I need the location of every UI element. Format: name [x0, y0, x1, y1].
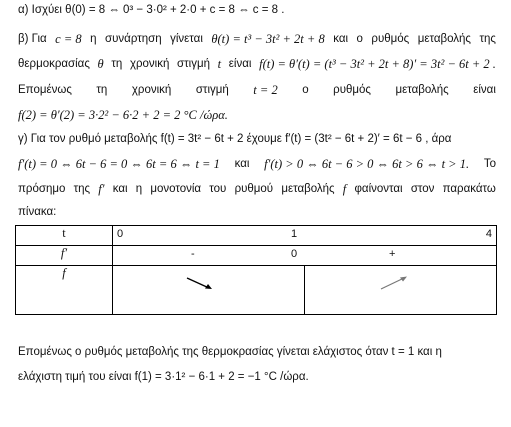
word: του [209, 183, 227, 195]
word: της [73, 183, 91, 195]
line-b1 [18, 31, 496, 47]
word: και [112, 183, 128, 195]
t-value-4: 4 [485, 228, 492, 240]
word: ρυθμός [333, 84, 371, 96]
word: β) Για [18, 33, 47, 45]
line-d2-text: ελάχιστη τιμή του είναι f(1) = 3·1² − 6·1 + 2 = −1 °C /ώρα. [18, 371, 309, 383]
sign-values-cell [113, 246, 497, 266]
word: φαίνονται [354, 183, 403, 195]
table-row-t [16, 226, 497, 246]
word: η [90, 33, 97, 45]
math: t [217, 57, 222, 71]
line-c1 [18, 131, 496, 147]
table-row-f [16, 266, 497, 315]
line-c4 [18, 204, 496, 220]
math: f′ [98, 182, 105, 196]
decreasing-arrow-icon [185, 276, 215, 290]
math: θ [97, 57, 104, 71]
math: f′(t) = 0 ⇔ 6t − 6 = 0 ⇔ 6t = 6 ⇔ t = 1 [18, 157, 220, 171]
sign-table [15, 225, 497, 315]
t-value-0: 0 [117, 228, 124, 240]
word: και [234, 158, 250, 170]
word: μεταβολής [281, 183, 335, 195]
sign-negative: - [191, 248, 195, 260]
word: παρακάτω [442, 183, 496, 195]
word: η [135, 183, 143, 195]
word: μεταβολής [395, 84, 449, 96]
line-c3 [18, 181, 496, 197]
row-label-text: f′ [60, 246, 68, 260]
math: f(t) = θ′(t) = (t³ − 3t² + 2t + 8)′ = 3t² − 6t + 2 . [259, 57, 496, 71]
sign-zero: 0 [291, 248, 298, 260]
word: και [333, 33, 349, 45]
word: θερμοκρασίας [18, 58, 90, 70]
word: Επομένως [18, 84, 72, 96]
line-a-text: α) Ισχύει θ(0) = 8 ⇔ 0³ − 3·0² + 2·0 + c = 8 ⇔ c = 8 . [18, 4, 285, 16]
word: ο [356, 33, 363, 45]
word: ρυθμού [234, 183, 274, 195]
word: γίνεται [170, 33, 203, 45]
row-label-fprime [16, 246, 113, 266]
monotonicity-right-cell [305, 266, 497, 315]
word: ρυθμός [371, 33, 410, 45]
line-d1 [18, 344, 496, 360]
increasing-arrow-icon [379, 275, 409, 291]
word: στιγμή [195, 84, 229, 96]
math: t = 2 [253, 83, 278, 97]
word: στον [410, 183, 435, 195]
monotonicity-left-cell [113, 266, 305, 315]
word: ο [302, 84, 309, 96]
word: τη [111, 58, 123, 70]
math: f(2) = θ′(2) = 3·2² − 6·2 + 2 = 2 °C /ώρα. [18, 108, 228, 122]
word: τη [96, 84, 108, 96]
line-b2 [18, 56, 496, 72]
line-c1-text: γ) Για τον ρυθμό μεταβολής f(t) = 3t² − 6t + 2 έχουμε f′(t) = (3t² − 6t + 2)′ = 6t − 6 , άρα [18, 133, 452, 145]
line-d2 [18, 369, 496, 385]
line-c4-text: πίνακα: [18, 206, 57, 218]
line-b3 [18, 82, 496, 98]
row-label-t [16, 226, 113, 246]
word: πρόσημο [18, 183, 66, 195]
line-c2 [18, 156, 496, 172]
math: θ(t) = t³ − 3t² + 2t + 8 [211, 32, 325, 46]
word: είναι [473, 84, 496, 96]
t-value-1: 1 [291, 228, 298, 240]
word: είναι [228, 58, 252, 70]
word: συνάρτηση [105, 33, 162, 45]
line-d1-text: Επομένως ο ρυθμός μεταβολής της θερμοκρασίας γίνεται ελάχιστος όταν t = 1 και η [18, 346, 442, 358]
line-b4 [18, 107, 496, 124]
table-row-fprime [16, 246, 497, 266]
word: στιγμή [177, 58, 210, 70]
word: Το [483, 158, 496, 170]
line-a [18, 2, 496, 18]
math: f [342, 182, 347, 196]
word: χρονική [129, 58, 170, 70]
math: f′(t) > 0 ⇔ 6t − 6 > 0 ⇔ 6t > 6 ⇔ t > 1. [264, 157, 470, 171]
word: μεταβολής [417, 33, 471, 45]
row-label-f [16, 266, 113, 315]
t-values-cell [113, 226, 497, 246]
math: c = 8 [55, 32, 82, 46]
word: χρονική [131, 84, 172, 96]
row-label-text: f [62, 266, 66, 280]
sign-positive: + [389, 248, 396, 260]
row-label-text: t [62, 226, 66, 240]
word: μονοτονία [150, 183, 202, 195]
word: της [479, 33, 496, 45]
